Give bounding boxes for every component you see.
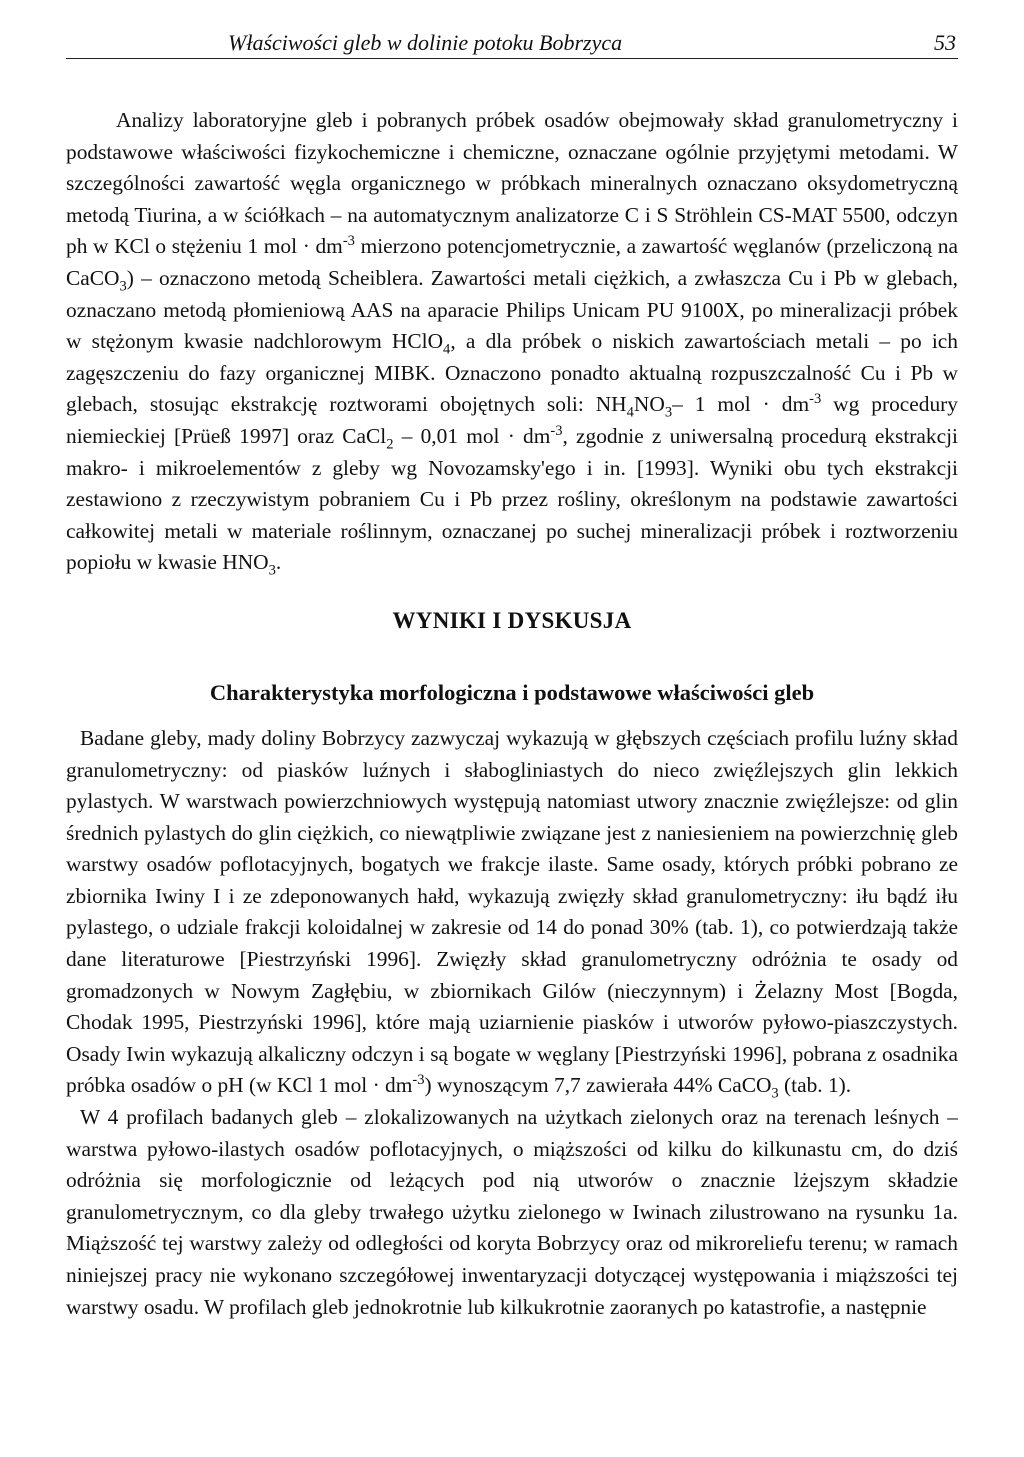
text-run: ) wynoszącym 7,7 zawierała 44% CaCO [424, 1073, 772, 1098]
results-paragraph-1 [66, 723, 958, 1102]
subscript: 4 [443, 341, 451, 358]
subscript: 3 [664, 404, 673, 421]
running-header [66, 28, 958, 59]
text-run: NO [633, 392, 665, 417]
superscript: -3 [342, 233, 355, 250]
subsection-title: Charakterystyka morfologiczna i podstawowe właściwości gleb [209, 679, 815, 705]
subscript: 3 [119, 278, 127, 295]
text-run: wg procedury niemieckiej [Prüeß 1997] oraz CaCl [66, 392, 958, 448]
running-title: Właściwości gleb w dolinie potoku Bobrzyca [228, 30, 623, 55]
subscript: 3 [268, 562, 276, 579]
section-title: WYNIKI I DYSKUSJA [392, 607, 632, 633]
superscript: -3 [550, 422, 563, 439]
text-run: ) – oznaczono metodą Scheiblera. Zawartości metali ciężkich, a zwłaszcza Cu i Pb w glebach, oznaczano metodą płomieniową AAS na aparacie Philips Unicam PU 9100X, po mineralizacji próbek w stężonym kwasie nadchlorowym HClO [66, 265, 958, 354]
text-run: – 0,01 mol · dm [393, 423, 551, 448]
text-run: , zgodnie z uniwersalną procedurą ekstrakcji makro- i mikroelementów z gleby wg Novozamsky'ego i in. [1993]. Wyniki obu tych ekstrakcji zestawiono z rzeczywistym pobraniem Cu i Pb przez rośliny, określonym na podstawie zawartości całkowitej metali w materiale roślinnym, oznaczanej po suchej mineralizacji próbek i roztworzeniu popiołu w kwasie HNO [66, 423, 958, 575]
text-run: mierzono potencjometrycznie, a zawartość węglanów (przeliczoną na CaCO [66, 234, 958, 290]
text-run: Badane gleby, mady doliny Bobrzycy zazwyczaj wykazują w głębszych częściach profilu luźny skład granulometryczny: od piasków luźnych i słabogliniastych do nieco zwięźlejszych glin lekkich pylastych. W warstwach powierzchniowych występują natomiast utwory znacznie zwięźlejsze: od glin średnich pylastych do glin ciężkich, co niewątpliwie związane jest z naniesieniem na powierzchnię gleb warstwy osadów poflotacyjnych, bogatych we frakcje ilaste. Same osady, których próbki pobrano ze zbiornika Iwiny I i ze zdeponowanych hałd, wykazują zwięzły skład granulometryczny: iłu bądź iłu pylastego, o udziale frakcji koloidalnej w zakresie od 14 do ponad 30% (tab. 1), co potwierdzają także dane literaturowe [Piestrzyński 1996]. Zwięzły skład granulometryczny odróżnia te osady od gromadzonych w Nowym Zagłębiu, w zbiornikach Gilów (nieczynnym) i Żelazny Most [Bogda, Chodak 1995, Piestrzyński 1996], które mają uziarnienie piasków i utworów pyłowo-piaszczystych. Osady Iwin wykazują alkaliczny odczyn i są bogate w węglany [Piestrzyński 1996], pobrana z osadnika próbka osadów o pH (w KCl 1 mol · dm [66, 725, 958, 1098]
page [66, 28, 958, 1323]
superscript: -3 [809, 391, 822, 408]
subscript: 4 [626, 404, 634, 421]
results-paragraph-2: W 4 profilach badanych gleb – zlokalizowanych na użytkach zielonych oraz na terenach leśnych – warstwa pyłowo-ilastych osadów poflotacyjnych, o miąższości od kilku do kilkunastu cm, do dziś odróżnia się morfologicznie od leżących pod nią utworów o znacznie lżejszym składzie granulometrycznym, co dla gleby trwałego użytku zielonego w Iwinach zilustrowano na rysunku 1a. Miąższość tej warstwy zależy od odległości od koryta Bobrzycy oraz od mikroreliefu terenu; w ramach niniejszej pracy nie wykonano szczegółowej inwentaryzacji dotyczącej występowania i miąższości tej warstwy osadu. W profilach gleb jednokrotnie lub kilkukrotnie zaoranych po katastrofie, a następnie [66, 1105, 958, 1319]
text-run: , a dla próbek o niskich zawartościach metali – po ich zagęszczeniu do fazy organicznej MIBK. Oznaczono ponadto aktualną rozpuszczalność Cu i Pb w glebach, stosując ekstrakcję roztworami obojętnych soli: NH [66, 329, 958, 417]
subscript: 3 [771, 1085, 779, 1102]
text-run: – 1 mol · dm [672, 392, 810, 417]
text-run: (tab. 1). [778, 1073, 852, 1098]
subscript: 2 [386, 436, 394, 453]
text-run: Analizy laboratoryjne gleb i pobranych próbek osadów obejmowały skład granulometryczny i podstawowe właściwości fizykochemiczne i chemiczne, oznaczane ogólnie przyjętymi metodami. W szczególności zawartość węgla organicznego w próbkach mineralnych oznaczano oksydometryczną metodą Tiurina, a w ściółkach – na automatycznym analizatorze C i S Ströhlein CS-MAT 5500, odczyn ph w KCl o stężeniu 1 mol · dm [66, 108, 958, 259]
page-number: 53 [934, 30, 956, 55]
methods-paragraph [66, 105, 958, 579]
text-run: . [275, 550, 282, 575]
superscript: -3 [412, 1072, 425, 1089]
